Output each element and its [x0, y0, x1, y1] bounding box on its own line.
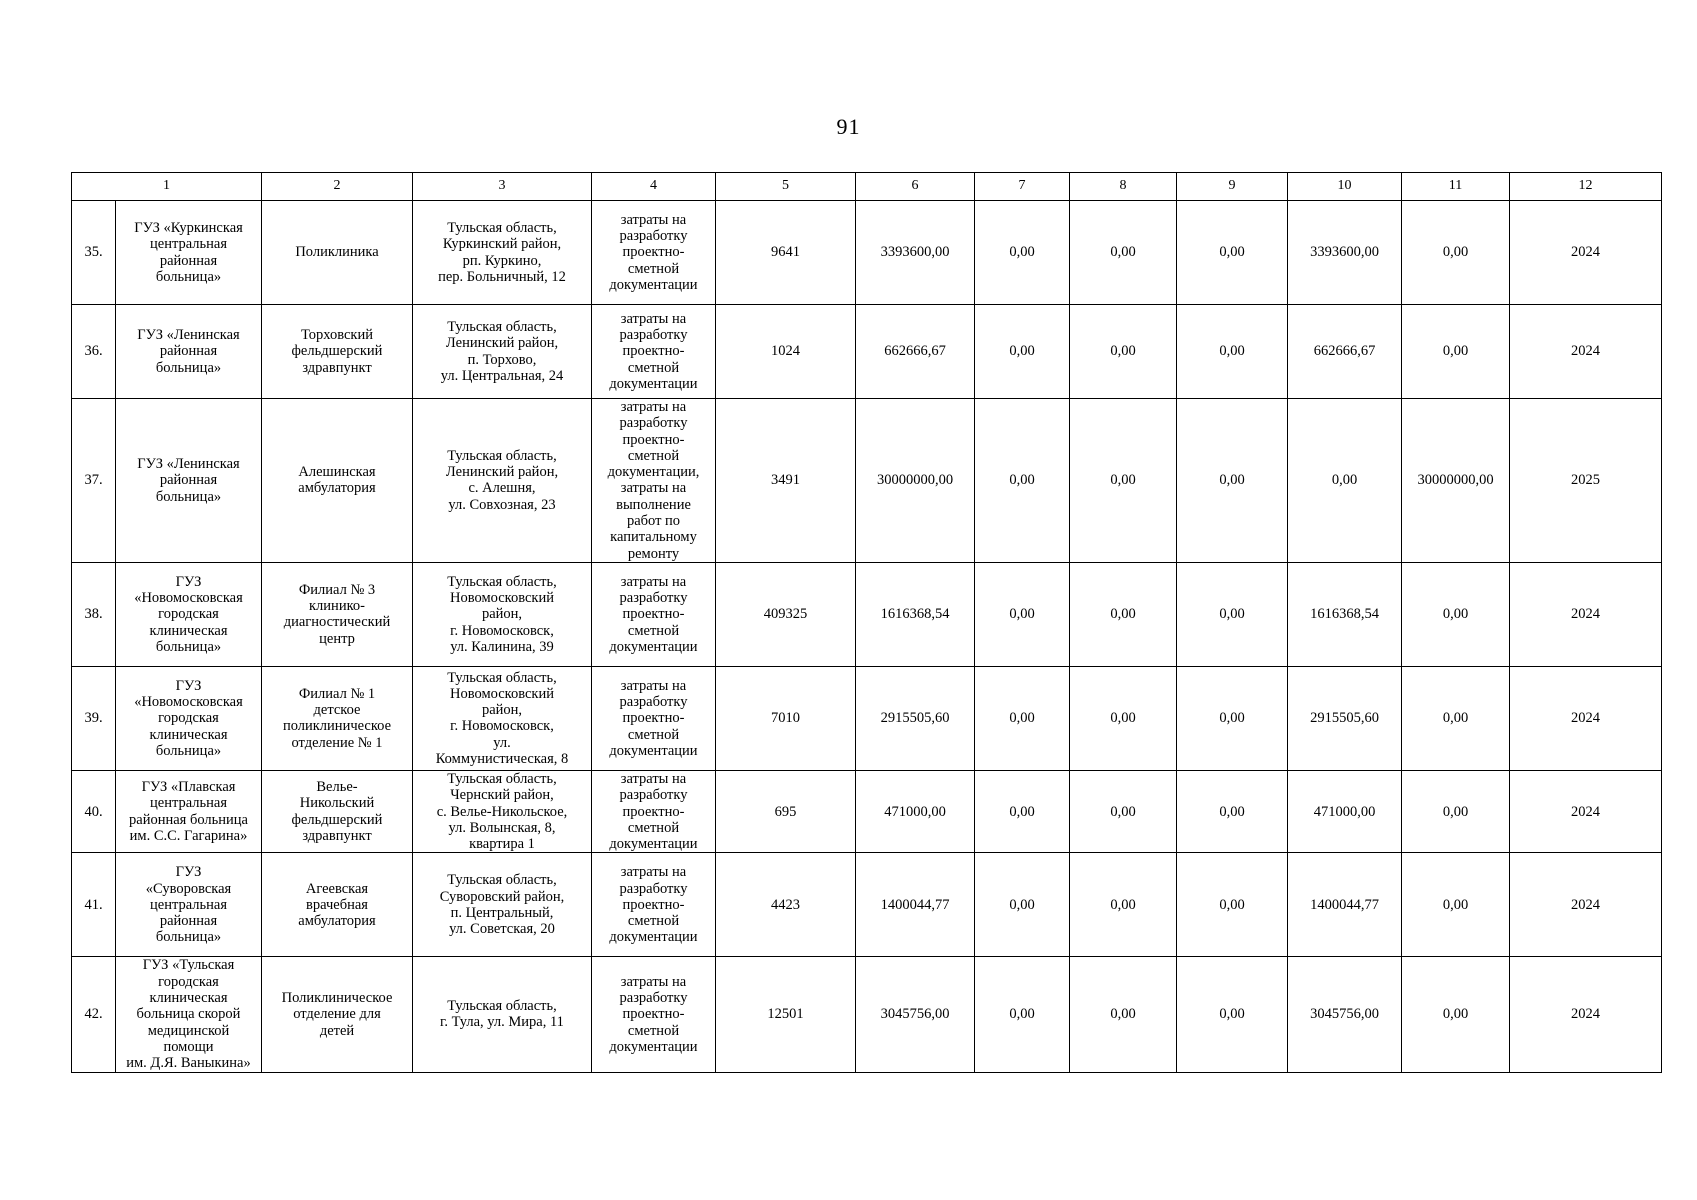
facility-name: Филиал № 3 клинико- диагностический центр: [262, 562, 413, 666]
facility-name: Алешинская амбулатория: [262, 399, 413, 563]
organization-name: ГУЗ «Суворовская центральная районная больница»: [116, 853, 262, 957]
row-number: 38.: [72, 562, 116, 666]
row-number: 36.: [72, 305, 116, 399]
table-row: [72, 201, 1662, 305]
value-col-11: 0,00: [1402, 770, 1510, 852]
value-col-9: 0,00: [1177, 770, 1288, 852]
value-col-9: 0,00: [1177, 666, 1288, 770]
value-col-11: 0,00: [1402, 305, 1510, 399]
row-number: 40.: [72, 770, 116, 852]
facility-address: Тульская область, Куркинский район, рп. Куркино, пер. Больничный, 12: [413, 201, 592, 305]
facility-name: Агеевская врачебная амбулатория: [262, 853, 413, 957]
value-col-9: 0,00: [1177, 399, 1288, 563]
facility-address: Тульская область, Чернский район, с. Велье-Никольское, ул. Волынская, 8, квартира 1: [413, 770, 592, 852]
value-col-6: 3045756,00: [856, 957, 975, 1072]
organization-name: ГУЗ «Новомосковская городская клиническая больница»: [116, 562, 262, 666]
value-col-7: 0,00: [975, 399, 1070, 563]
value-col-6: 30000000,00: [856, 399, 975, 563]
cost-purpose: затраты на разработку проектно- сметной документации: [592, 853, 716, 957]
year-col-12: 2024: [1510, 201, 1662, 305]
table-row: [72, 305, 1662, 399]
cost-purpose: затраты на разработку проектно- сметной документации: [592, 562, 716, 666]
value-col-11: 0,00: [1402, 853, 1510, 957]
value-col-9: 0,00: [1177, 853, 1288, 957]
value-col-9: 0,00: [1177, 957, 1288, 1072]
value-col-10: 471000,00: [1288, 770, 1402, 852]
value-col-10: 1400044,77: [1288, 853, 1402, 957]
value-col-6: 2915505,60: [856, 666, 975, 770]
value-col-8: 0,00: [1070, 399, 1177, 563]
value-col-5: 7010: [716, 666, 856, 770]
column-number: 8: [1070, 173, 1177, 201]
row-number: 42.: [72, 957, 116, 1072]
value-col-10: 2915505,60: [1288, 666, 1402, 770]
year-col-12: 2024: [1510, 770, 1662, 852]
organization-name: ГУЗ «Ленинская районная больница»: [116, 399, 262, 563]
column-number: 10: [1288, 173, 1402, 201]
value-col-8: 0,00: [1070, 305, 1177, 399]
value-col-5: 12501: [716, 957, 856, 1072]
facility-name: Велье- Никольский фельдшерский здравпункт: [262, 770, 413, 852]
value-col-10: 1616368,54: [1288, 562, 1402, 666]
value-col-7: 0,00: [975, 666, 1070, 770]
year-col-12: 2024: [1510, 666, 1662, 770]
facility-name: Торховский фельдшерский здравпункт: [262, 305, 413, 399]
facility-address: Тульская область, Новомосковский район, г. Новомосковск, ул. Калинина, 39: [413, 562, 592, 666]
column-number: 2: [262, 173, 413, 201]
value-col-6: 1616368,54: [856, 562, 975, 666]
year-col-12: 2024: [1510, 853, 1662, 957]
value-col-6: 1400044,77: [856, 853, 975, 957]
cost-purpose: затраты на разработку проектно- сметной документации, затраты на выполнение работ по капитальному ремонту: [592, 399, 716, 563]
table-row: [72, 666, 1662, 770]
table-row: [72, 399, 1662, 563]
value-col-5: 9641: [716, 201, 856, 305]
value-col-5: 3491: [716, 399, 856, 563]
value-col-11: 0,00: [1402, 957, 1510, 1072]
value-col-9: 0,00: [1177, 562, 1288, 666]
value-col-11: 30000000,00: [1402, 399, 1510, 563]
value-col-6: 3393600,00: [856, 201, 975, 305]
row-number: 37.: [72, 399, 116, 563]
facility-name: Поликлиника: [262, 201, 413, 305]
cost-purpose: затраты на разработку проектно- сметной документации: [592, 201, 716, 305]
organization-name: ГУЗ «Новомосковская городская клиническая больница»: [116, 666, 262, 770]
facility-name: Поликлиническое отделение для детей: [262, 957, 413, 1072]
organization-name: ГУЗ «Тульская городская клиническая больница скорой медицинской помощи им. Д.Я. Ваныкина»: [116, 957, 262, 1072]
cost-purpose: затраты на разработку проектно- сметной документации: [592, 666, 716, 770]
value-col-11: 0,00: [1402, 201, 1510, 305]
value-col-5: 4423: [716, 853, 856, 957]
value-col-7: 0,00: [975, 957, 1070, 1072]
value-col-7: 0,00: [975, 853, 1070, 957]
table-row: [72, 853, 1662, 957]
cost-purpose: затраты на разработку проектно- сметной документации: [592, 305, 716, 399]
column-number: 7: [975, 173, 1070, 201]
value-col-10: 0,00: [1288, 399, 1402, 563]
year-col-12: 2024: [1510, 562, 1662, 666]
value-col-8: 0,00: [1070, 770, 1177, 852]
value-col-6: 662666,67: [856, 305, 975, 399]
column-number: 1: [72, 173, 262, 201]
value-col-6: 471000,00: [856, 770, 975, 852]
value-col-7: 0,00: [975, 770, 1070, 852]
year-col-12: 2024: [1510, 305, 1662, 399]
year-col-12: 2025: [1510, 399, 1662, 563]
value-col-11: 0,00: [1402, 666, 1510, 770]
value-col-7: 0,00: [975, 201, 1070, 305]
table-row: [72, 770, 1662, 852]
row-number: 35.: [72, 201, 116, 305]
value-col-5: 1024: [716, 305, 856, 399]
value-col-9: 0,00: [1177, 305, 1288, 399]
table-row: [72, 562, 1662, 666]
column-number-row: [72, 173, 1662, 201]
value-col-8: 0,00: [1070, 562, 1177, 666]
value-col-8: 0,00: [1070, 853, 1177, 957]
value-col-5: 695: [716, 770, 856, 852]
value-col-9: 0,00: [1177, 201, 1288, 305]
year-col-12: 2024: [1510, 957, 1662, 1072]
row-number: 39.: [72, 666, 116, 770]
facility-address: Тульская область, Суворовский район, п. Центральный, ул. Советская, 20: [413, 853, 592, 957]
value-col-5: 409325: [716, 562, 856, 666]
row-number: 41.: [72, 853, 116, 957]
column-number: 3: [413, 173, 592, 201]
value-col-11: 0,00: [1402, 562, 1510, 666]
column-number: 12: [1510, 173, 1662, 201]
column-number: 4: [592, 173, 716, 201]
facility-address: Тульская область, Ленинский район, п. Торхово, ул. Центральная, 24: [413, 305, 592, 399]
value-col-10: 3045756,00: [1288, 957, 1402, 1072]
column-number: 6: [856, 173, 975, 201]
cost-purpose: затраты на разработку проектно- сметной документации: [592, 957, 716, 1072]
facility-address: Тульская область, г. Тула, ул. Мира, 11: [413, 957, 592, 1072]
value-col-8: 0,00: [1070, 201, 1177, 305]
facility-name: Филиал № 1 детское поликлиническое отделение № 1: [262, 666, 413, 770]
column-number: 9: [1177, 173, 1288, 201]
organization-name: ГУЗ «Плавская центральная районная больница им. С.С. Гагарина»: [116, 770, 262, 852]
organization-name: ГУЗ «Ленинская районная больница»: [116, 305, 262, 399]
cost-purpose: затраты на разработку проектно- сметной документации: [592, 770, 716, 852]
objects-table: [71, 172, 1662, 1073]
column-number: 5: [716, 173, 856, 201]
value-col-7: 0,00: [975, 305, 1070, 399]
value-col-10: 3393600,00: [1288, 201, 1402, 305]
value-col-10: 662666,67: [1288, 305, 1402, 399]
table-row: [72, 957, 1662, 1072]
value-col-7: 0,00: [975, 562, 1070, 666]
facility-address: Тульская область, Ленинский район, с. Алешня, ул. Совхозная, 23: [413, 399, 592, 563]
value-col-8: 0,00: [1070, 666, 1177, 770]
page-number: 91: [836, 114, 861, 139]
value-col-8: 0,00: [1070, 957, 1177, 1072]
facility-address: Тульская область, Новомосковский район, г. Новомосковск, ул. Коммунистическая, 8: [413, 666, 592, 770]
organization-name: ГУЗ «Куркинская центральная районная больница»: [116, 201, 262, 305]
column-number: 11: [1402, 173, 1510, 201]
